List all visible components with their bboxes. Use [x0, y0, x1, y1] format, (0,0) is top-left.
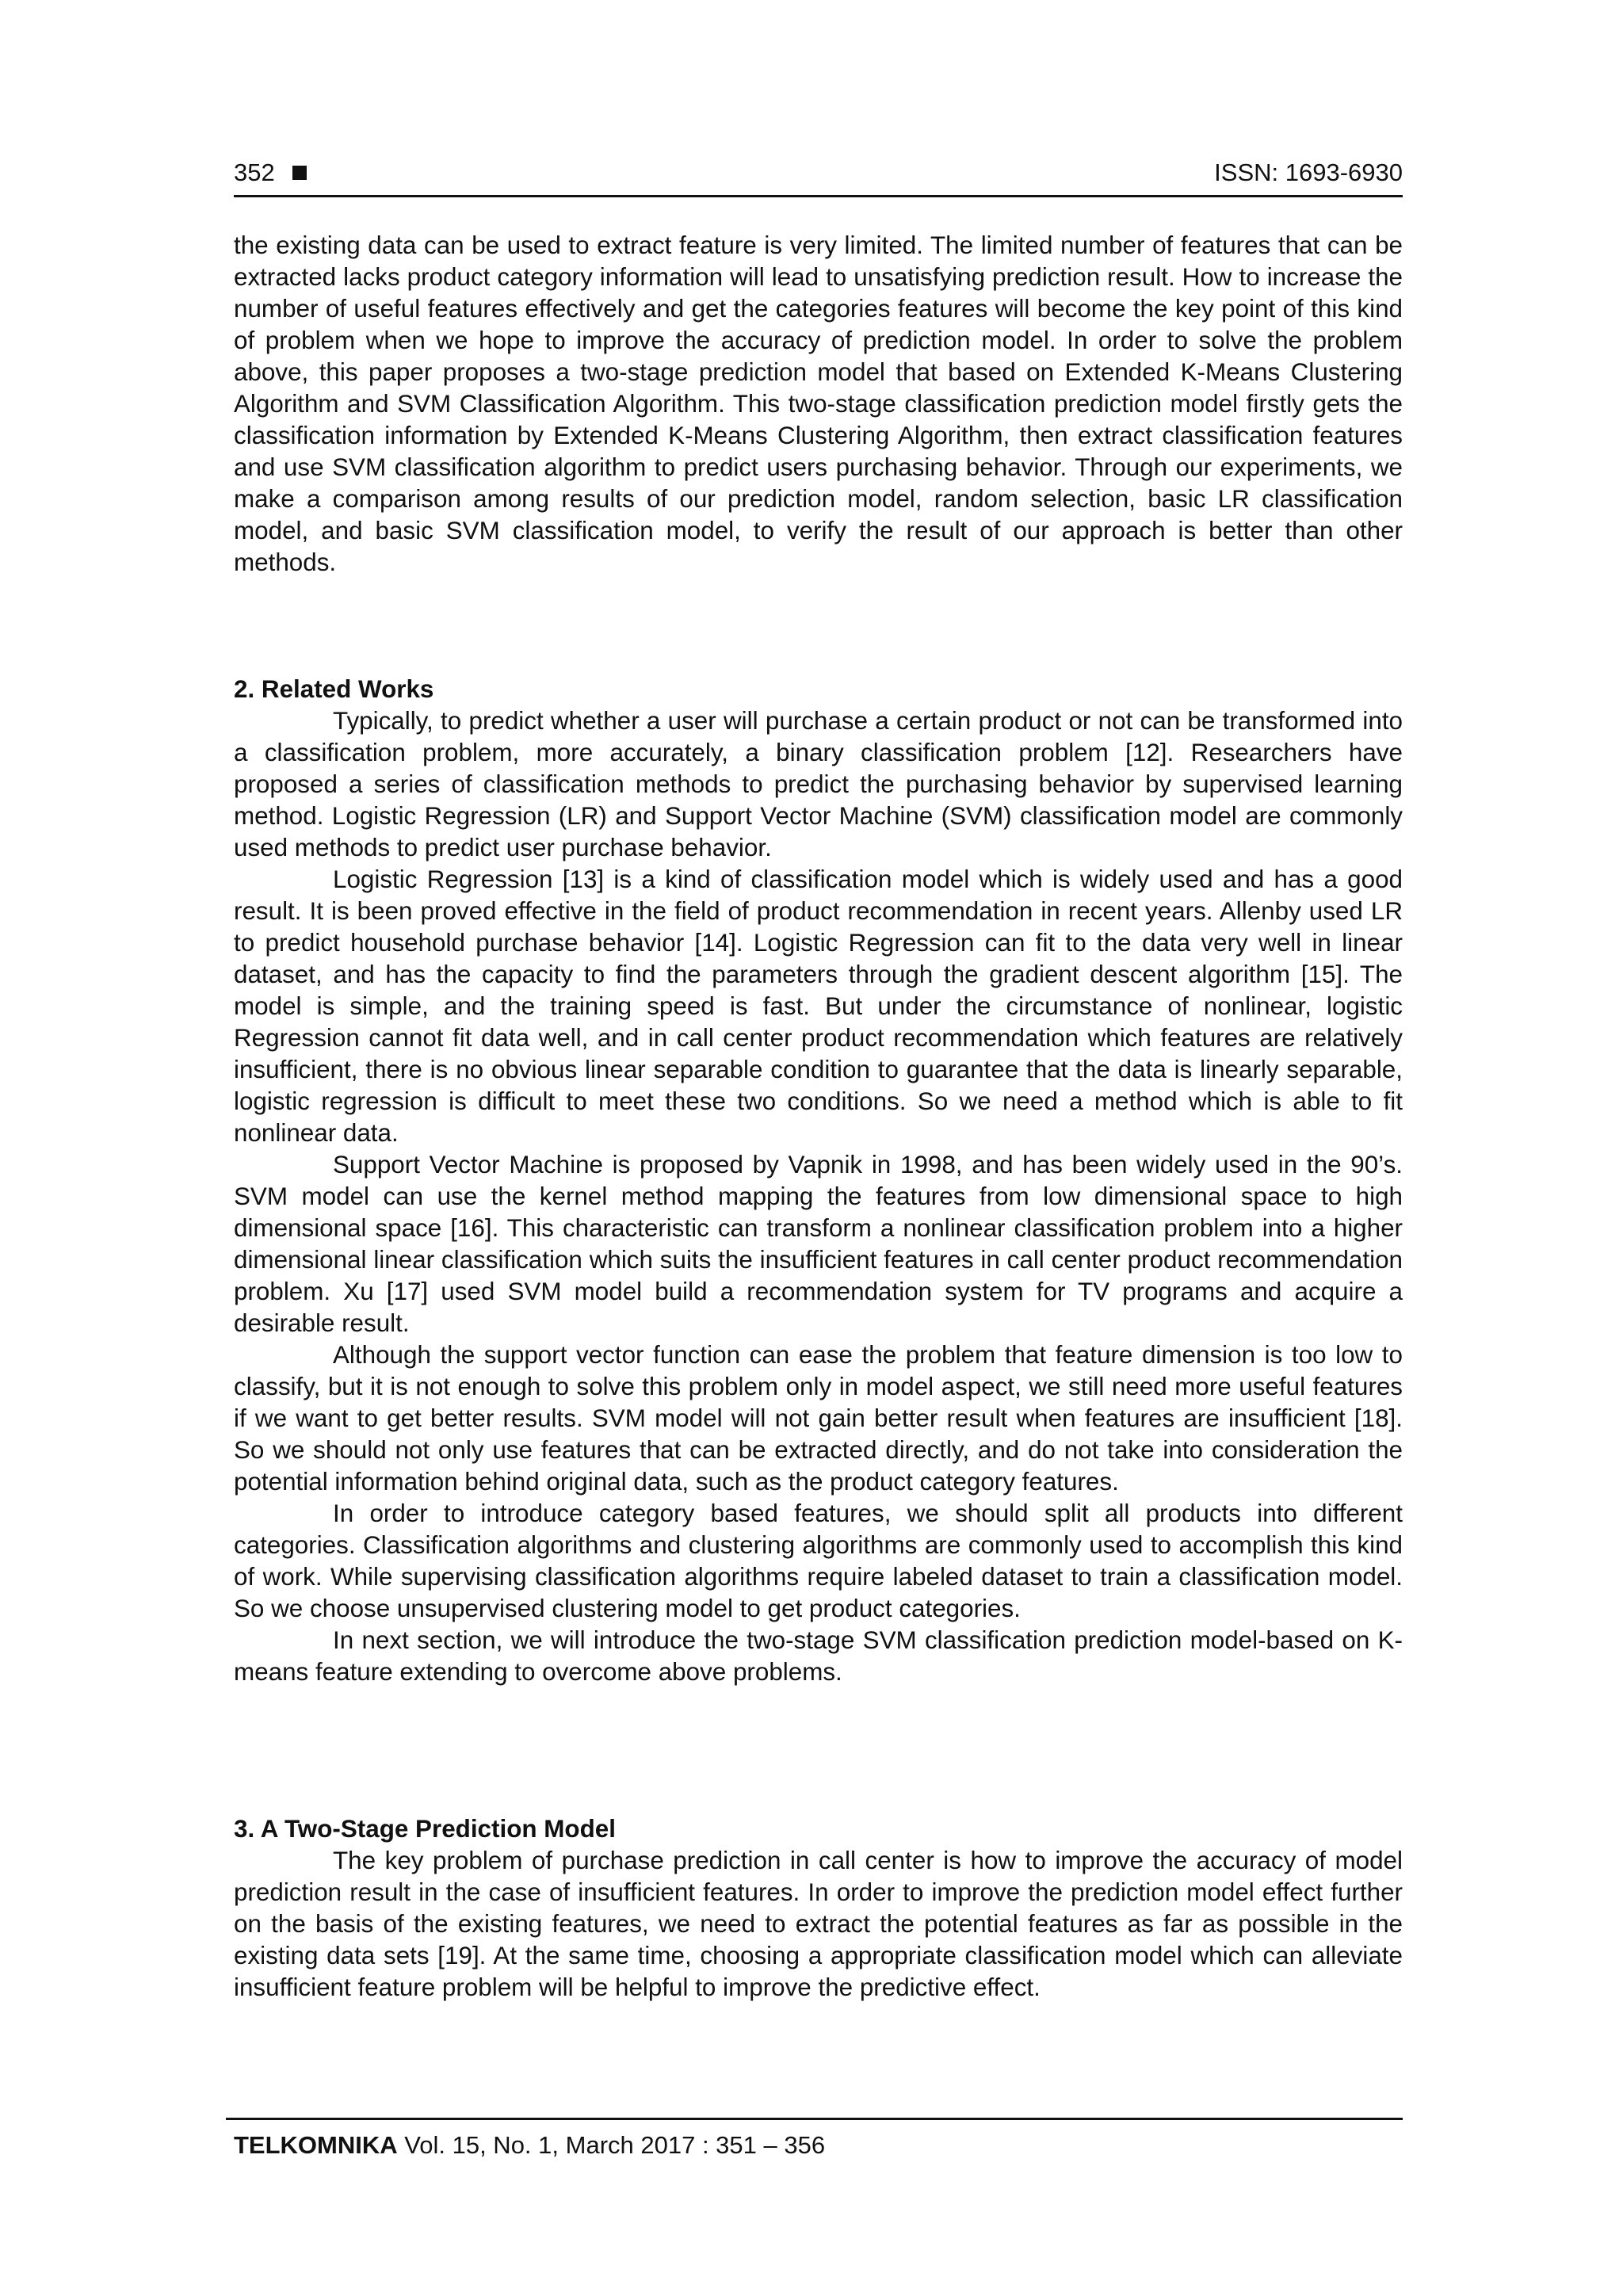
section-3-body [234, 1845, 1403, 2004]
page-number: 352 [234, 159, 275, 186]
journal-name: TELKOMNIKA [234, 2131, 398, 2159]
page-header [234, 155, 1403, 197]
section-2-paragraph: In next section, we will introduce the two-stage SVM classification prediction model-based on K-means feature extending to overcome above problems. [234, 1626, 1403, 1686]
intro-paragraph: the existing data can be used to extract feature is very limited. The limited number of features that can be extracted lacks product category information will lead to unsatisfying prediction result. How to increase the number of useful features effectively and get the categories features will become the key point of this kind of problem when we hope to improve the accuracy of prediction model. In order to solve the problem above, this paper proposes a two-stage prediction model that based on Extended K-Means Clustering Algorithm and SVM Classification Algorithm. This two-stage classification prediction model firstly gets the classification information by Extended K-Means Clustering Algorithm, then extract classification features and use SVM classification algorithm to predict users purchasing behavior. Through our experiments, we make a comparison among results of our prediction model, random selection, basic LR classification model, and basic SVM classification model, to verify the result of our approach is better than other methods. [234, 231, 1403, 576]
square-bullet-icon [292, 166, 307, 180]
section-2-title: 2. Related Works [234, 675, 434, 703]
section-3-paragraph: The key problem of purchase prediction in call center is how to improve the accuracy of model prediction result in the case of insufficient features. In order to improve the prediction model effect further on the basis of the existing features, we need to extract the potential features as far as possible in the existing data sets [19]. At the same time, choosing a appropriate classification model which can alleviate insufficient feature problem will be helpful to improve the predictive effect. [234, 1847, 1403, 2001]
section-2-paragraph: Support Vector Machine is proposed by Vapnik in 1998, and has been widely used in the 90’s. SVM model can use the kernel method mapping the features from low dimensional space to high dimensional space [16]. This characteristic can transform a nonlinear classification problem into a higher dimensional linear classification which suits the insufficient features in call center product recommendation problem. Xu [17] used SVM model build a recommendation system for TV programs and acquire a desirable result. [234, 1151, 1403, 1337]
page-number-group [234, 155, 307, 190]
section-2-paragraph: Typically, to predict whether a user will purchase a certain product or not can be transformed into a classification problem, more accurately, a binary classification problem [12]. Researchers have proposed a series of classification methods to predict the purchasing behavior by supervised learning method. Logistic Regression (LR) and Support Vector Machine (SVM) classification model are commonly used methods to predict user purchase behavior. [234, 707, 1403, 861]
section-2-paragraph: In order to introduce category based features, we should split all products into different categories. Classification algorithms and clustering algorithms are commonly used to accomplish this kind of work. While supervising classification algorithms require labeled dataset to train a classification model. So we choose unsupervised clustering model to get product categories. [234, 1499, 1403, 1622]
intro-block [234, 230, 1403, 579]
journal-citation: Vol. 15, No. 1, March 2017 : 351 – 356 [404, 2131, 826, 2159]
section-2-paragraph: Although the support vector function can ease the problem that feature dimension is too low to classify, but it is not enough to solve this problem only in model aspect, we still need more useful features if we want to get better results. SVM model will not gain better result when features are insufficient [18]. So we should not only use features that can be extracted directly, and do not take into consideration the potential information behind original data, such as the product category features. [234, 1341, 1403, 1496]
section-3-title: 3. A Two-Stage Prediction Model [234, 1815, 616, 1843]
section-2-paragraph: Logistic Regression [13] is a kind of classification model which is widely used and has a good result. It is been proved effective in the field of product recommendation in recent years. Allenby used LR to predict household purchase behavior [14]. Logistic Regression can fit to the data very well in linear dataset, and has the capacity to find the parameters through the gradient descent algorithm [15]. The model is simple, and the training speed is fast. But under the circumstance of nonlinear, logistic Regression cannot fit data well, and in call center product recommendation which features are relatively insufficient, there is no obvious linear separable condition to guarantee that the data is linearly separable, logistic regression is difficult to meet these two conditions. So we need a method which is able to fit nonlinear data. [234, 865, 1403, 1147]
page-footer [226, 2118, 1403, 2163]
issn-label: ISSN: 1693-6930 [1214, 159, 1403, 186]
section-2-body [234, 705, 1403, 1688]
